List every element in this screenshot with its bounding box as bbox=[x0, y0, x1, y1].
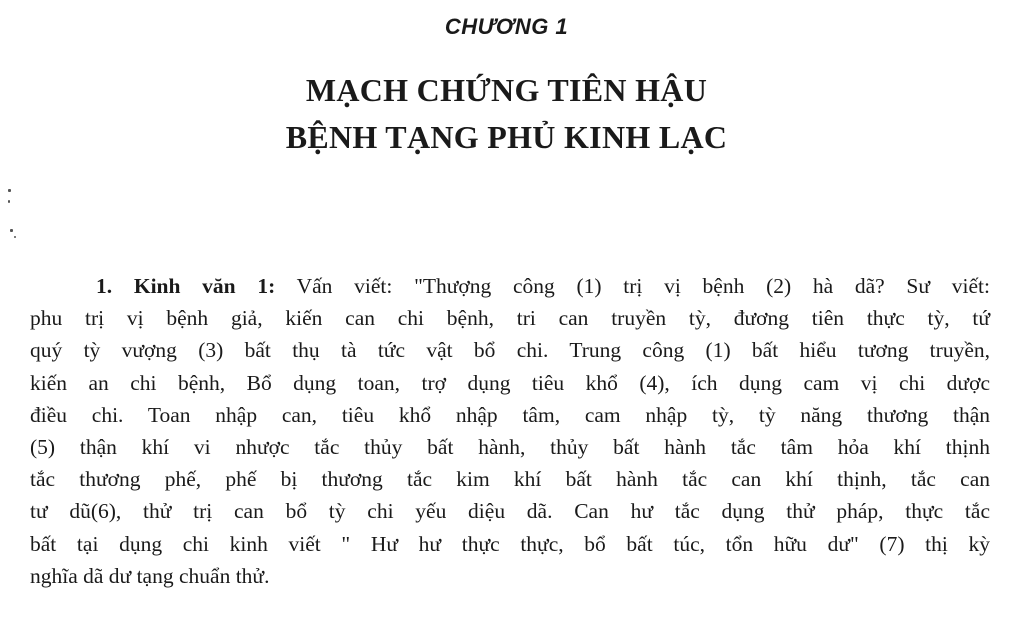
paragraph-line: bất tại dụng chi kinh viết " Hư hư thực thực, bổ bất túc, tổn hữu dư" (7) thị kỳ bbox=[30, 531, 990, 556]
scan-speck bbox=[10, 229, 13, 232]
chapter-title-line-2: BỆNH TẠNG PHỦ KINH LẠC bbox=[285, 119, 728, 155]
section-heading: 1. Kinh văn 1: bbox=[96, 274, 276, 298]
chapter-title-line-1: MẠCH CHỨNG TIÊN HẬU bbox=[305, 72, 708, 108]
paragraph-line: nghĩa dã dư tạng chuẩn thử. bbox=[30, 563, 270, 588]
paragraph-line: quý tỳ vượng (3) bất thụ tà tức vật bổ chi. Trung công (1) bất hiểu tương truyền, bbox=[30, 338, 990, 363]
scan-speck bbox=[8, 200, 10, 203]
section-1-paragraph bbox=[30, 270, 990, 592]
chapter-label: CHƯƠNG 1 bbox=[444, 14, 569, 39]
paragraph-line: tư dũ(6), thử trị can bổ tỳ chi yếu diệu dã. Can hư tắc dụng thử pháp, thực tắc bbox=[30, 499, 990, 524]
paragraph-line: tắc thương phế, phế bị thương tắc kim khí bất hành tắc can khí thịnh, tắc can bbox=[30, 467, 990, 492]
paragraph-line: điều chi. Toan nhập can, tiêu khổ nhập tâm, cam nhập tỳ, tỳ năng thương thận bbox=[30, 402, 990, 427]
paragraph-line bbox=[30, 270, 990, 302]
scan-speck bbox=[8, 189, 11, 192]
paragraph-line: (5) thận khí vi nhược tắc thủy bất hành, thủy bất hành tắc tâm hỏa khí thịnh bbox=[30, 435, 990, 460]
scan-speck bbox=[14, 236, 16, 238]
paragraph-line-text: Vấn viết: "Thượng công (1) trị vị bệnh (2) hà dã? Sư viết: bbox=[296, 274, 990, 298]
paragraph-line: phu trị vị bệnh giả, kiến can chi bệnh, tri can truyền tỳ, đương tiên thực tỳ, tứ bbox=[30, 306, 990, 331]
paragraph-line: kiến an chi bệnh, Bổ dụng toan, trợ dụng tiêu khổ (4), ích dụng cam vị chi dược bbox=[30, 370, 990, 395]
